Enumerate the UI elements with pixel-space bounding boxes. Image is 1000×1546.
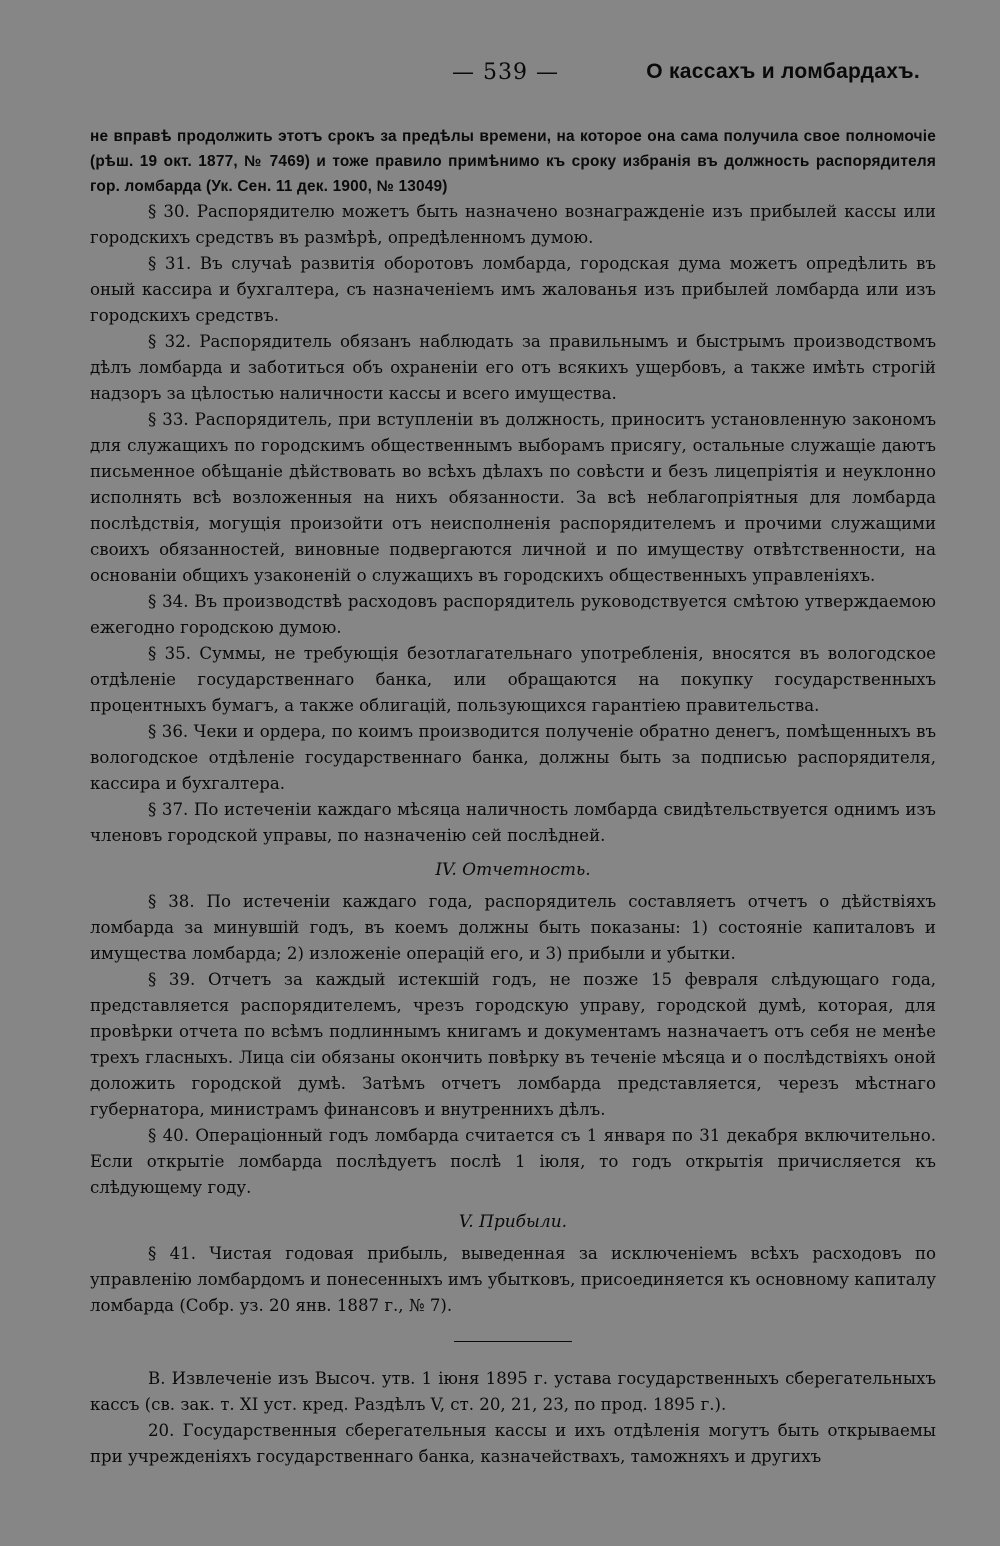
- page-number: — 539 —: [452, 60, 559, 85]
- paragraph-31: § 31. Въ случаѣ развитія оборотовъ ломбарда, городская дума можетъ опредѣлить въ оный кассира и бухгалтера, съ назначеніемъ имъ жалованья изъ прибылей ломбарда или изъ городскихъ средствъ.: [90, 254, 936, 325]
- paragraph-32: § 32. Распорядитель обязанъ наблюдать за правильнымъ и быстрымъ производствомъ дѣлъ ломбарда и заботиться объ охраненіи его отъ всякихъ ущербовъ, а также имѣть строгій надзоръ за цѣлостью наличности кассы и всего имущества.: [90, 332, 936, 403]
- paragraph-38: § 38. По истеченіи каждаго года, распорядитель составляетъ отчетъ о дѣйствіяхъ ломбарда за минувшій годъ, въ коемъ должны быть показаны: 1) состояніе капиталовъ и имущества ломбарда; 2) изложеніе операцій его, и 3) прибыли и убытки.: [90, 892, 936, 963]
- paragraph-33: § 33. Распорядитель, при вступленіи въ должность, приноситъ установленную закономъ для служащихъ по городскимъ общественнымъ выборамъ присягу, остальные служащіе даютъ письменное обѣщаніе дѣйствовать во всѣхъ дѣлахъ по совѣсти и безъ лицепріятія и неуклонно исполнять всѣ возложенныя на нихъ обязанности. За всѣ неблагопріятныя для ломбарда послѣдствія, могущія произойти отъ неисполненія распорядителемъ и прочими служащими своихъ обязанностей, виновные подвергаются личной и по имуществу отвѣтственности, на основаніи общихъ узаконеній о служащихъ въ городскихъ общественныхъ управленіяхъ.: [90, 410, 936, 585]
- paragraph-37: § 37. По истеченіи каждаго мѣсяца наличность ломбарда свидѣтельствуется однимъ изъ членовъ городской управы, по назначенію сей послѣдней.: [90, 800, 936, 845]
- paragraph-35: § 35. Суммы, не требующія безотлагательнаго употребленія, вносятся въ вологодское отдѣленіе государственнаго банка, или обращаются на покупку государственныхъ процентныхъ бумагъ, а также облигацій, пользующихся гарантіею правительства.: [90, 644, 936, 715]
- running-title: О кассахъ и ломбардахъ.: [646, 60, 920, 83]
- paragraph-34: § 34. Въ производствѣ расходовъ распорядитель руководствуется смѣтою утверждаемою ежегодно городскою думою.: [90, 592, 936, 637]
- paragraph-30: § 30. Распорядителю можетъ быть назначено вознагражденіе изъ прибылей кассы или городскихъ средствъ въ размѣрѣ, опредѣленномъ думою.: [90, 202, 936, 247]
- paragraph-41: § 41. Чистая годовая прибыль, выведенная за исключеніемъ всѣхъ расходовъ по управленію ломбардомъ и понесенныхъ имъ убытковъ, присоединяется къ основному капиталу ломбарда (Собр. уз. 20 янв. 1887 г., № 7).: [90, 1244, 936, 1315]
- paragraph-39: § 39. Отчетъ за каждый истекшій годъ, не позже 15 февраля слѣдующаго года, представляется распорядителемъ, чрезъ городскую управу, городской думѣ, которая, для провѣрки отчета по всѣмъ подлиннымъ книгамъ и документамъ назначаетъ отъ себя не менѣе трехъ гласныхъ. Лица сіи обязаны окончить повѣрку въ теченіе мѣсяца и о послѣдствіяхъ оной доложить городской думѣ. Затѣмъ отчетъ ломбарда представляется, черезъ мѣстнаго губернатора, министрамъ финансовъ и внутреннихъ дѣлъ.: [90, 970, 936, 1119]
- continued-paragraph: не вправѣ продолжить этотъ срокъ за предѣлы времени, на которое она сама получила свое полномочіе (рѣш. 19 окт. 1877, № 7469) и тоже правило примѣнимо къ сроку избранія въ должность распорядителя гор. ломбарда (Ук. Сен. 11 дек. 1900, № 13049): [90, 128, 936, 195]
- paragraph-20: 20. Государственныя сберегательныя кассы и ихъ отдѣленія могутъ быть открываемы при учрежденіяхъ государственнаго банка, казначействахъ, таможняхъ и другихъ: [90, 1421, 936, 1466]
- section-heading-iv: IV. Отчетность.: [435, 860, 591, 880]
- paragraph-36: § 36. Чеки и ордера, по коимъ производится полученіе обратно денегъ, помѣщенныхъ въ вологодское отдѣленіе государственнаго банка, должны быть за подписью распорядителя, кассира и бухгалтера.: [90, 722, 936, 793]
- paragraph-40: § 40. Операціонный годъ ломбарда считается съ 1 января по 31 декабря включительно. Если открытіе ломбарда послѣдуетъ послѣ 1 іюля, то годъ открытія причисляется къ слѣдующему году.: [90, 1126, 936, 1197]
- page-body: [90, 124, 936, 1470]
- section-divider: [454, 1341, 572, 1342]
- page-header: [0, 60, 1000, 94]
- paragraph-b-extract: В. Извлеченіе изъ Высоч. утв. 1 іюня 1895 г. устава государственныхъ сберегательныхъ кассъ (св. зак. т. XI уст. кред. Раздѣлъ V, ст. 20, 21, 23, по прод. 1895 г.).: [90, 1369, 936, 1414]
- section-heading-v: V. Прибыли.: [458, 1212, 568, 1232]
